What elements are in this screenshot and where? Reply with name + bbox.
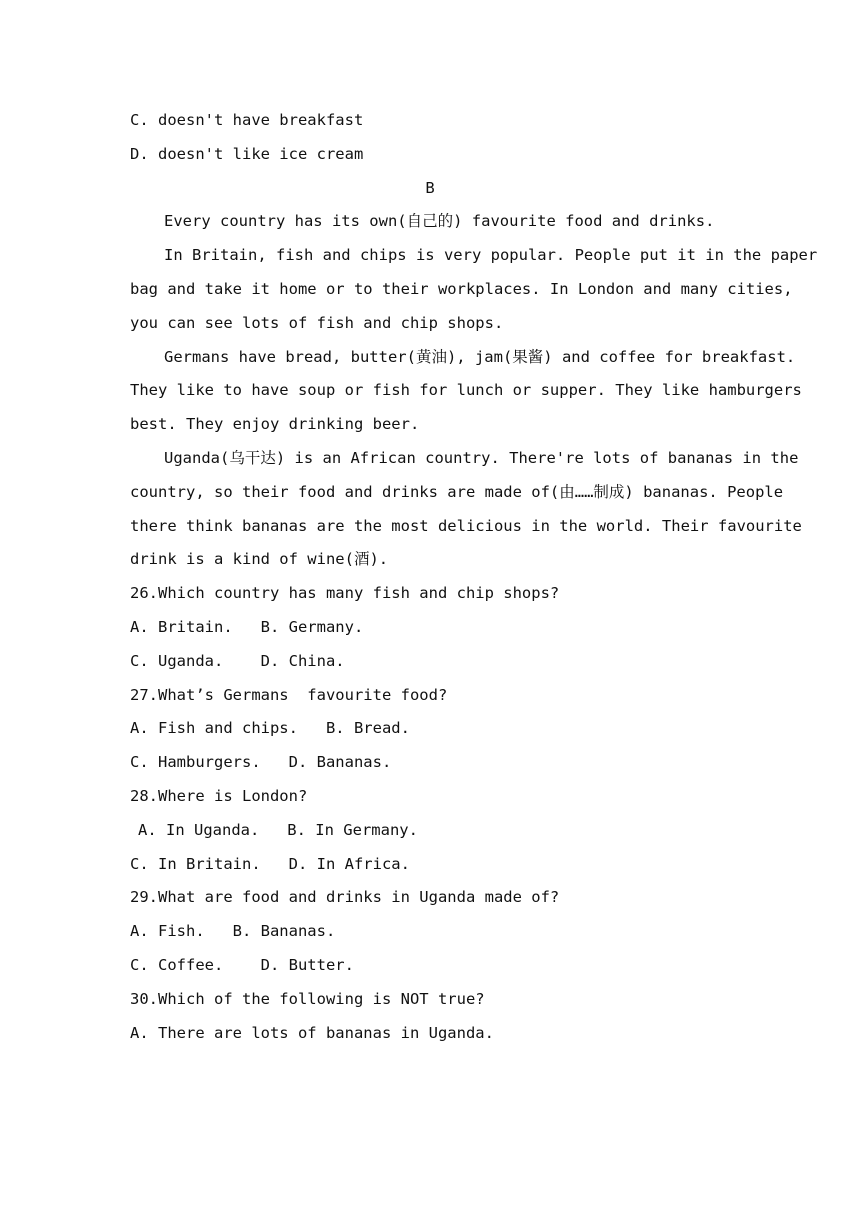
passage-paragraph-1: Every country has its own(自己的) favourite food and drinks. xyxy=(164,212,715,231)
passage-paragraph-4-line-4: drink is a kind of wine(酒). xyxy=(130,550,389,569)
question-27-options-cd: C. Hamburgers. D. Bananas. xyxy=(130,753,392,772)
passage-paragraph-4-line-2: country, so their food and drinks are made of(由……制成) bananas. People xyxy=(130,482,784,501)
question-28-stem: 28.Where is London? xyxy=(130,786,308,805)
option-c-previous: C. doesn't have breakfast xyxy=(130,111,364,129)
passage-paragraph-4-line-1: Uganda(乌干达) is an African country. There're lots of bananas in the xyxy=(164,448,799,467)
question-30-option-a: A. There are lots of bananas in Uganda. xyxy=(130,1023,494,1042)
question-27-stem: 27.What’s Germans favourite food? xyxy=(130,685,448,704)
passage-paragraph-4-line-3: there think bananas are the most delicious in the world. Their favourite xyxy=(130,516,802,535)
question-29-options-cd: C. Coffee. D. Butter. xyxy=(130,955,354,974)
passage-paragraph-2-line-3: you can see lots of fish and chip shops. xyxy=(130,313,504,332)
passage-paragraph-3-line-3: best. They enjoy drinking beer. xyxy=(130,415,420,434)
question-30-stem: 30.Which of the following is NOT true? xyxy=(130,989,485,1008)
passage-paragraph-2-line-2: bag and take it home or to their workplaces. In London and many cities, xyxy=(130,279,793,298)
question-26-options-ab: A. Britain. B. Germany. xyxy=(130,617,364,636)
passage-paragraph-3-line-1: Germans have bread, butter(黄油), jam(果酱) and coffee for breakfast. xyxy=(164,347,796,366)
passage-paragraph-2-line-1: In Britain, fish and chips is very popular. People put it in the paper xyxy=(164,246,818,265)
question-29-options-ab: A. Fish. B. Bananas. xyxy=(130,922,336,941)
section-heading: B xyxy=(425,178,435,197)
question-28-options-cd: C. In Britain. D. In Africa. xyxy=(130,854,410,873)
option-d-previous: D. doesn't like ice cream xyxy=(130,144,364,163)
passage-paragraph-3-line-2: They like to have soup or fish for lunch or supper. They like hamburgers xyxy=(130,381,802,400)
question-26-options-cd: C. Uganda. D. China. xyxy=(130,651,345,670)
question-26-stem: 26.Which country has many fish and chip shops? xyxy=(130,584,560,603)
question-29-stem: 29.What are food and drinks in Uganda made of? xyxy=(130,888,560,907)
document-page xyxy=(130,104,818,1050)
question-27-options-ab: A. Fish and chips. B. Bread. xyxy=(130,719,410,738)
question-28-options-ab: A. In Uganda. B. In Germany. xyxy=(138,820,418,839)
